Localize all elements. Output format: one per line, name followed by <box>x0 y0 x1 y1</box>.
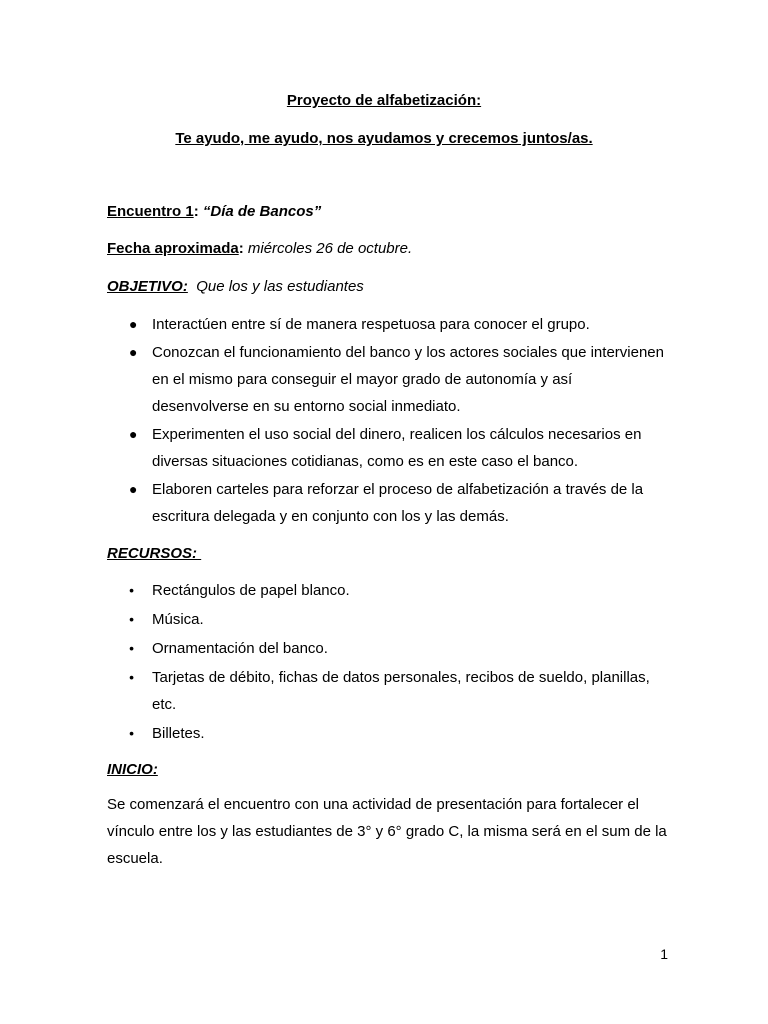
list-item: ● Conozcan el funcionamiento del banco y los actores sociales que intervienen en el mismo para conseguir el mayor grado de autonomía y así desenvolverse en su entorno social inmediato. <box>107 339 667 420</box>
document-title: Proyecto de alfabetización: <box>286 92 482 109</box>
bullet-icon: ● <box>129 316 138 332</box>
bullet-icon: • <box>129 582 134 598</box>
list-item: • Música. <box>107 606 667 633</box>
bullet-icon: • <box>129 669 134 685</box>
list-item: • Ornamentación del banco. <box>107 635 667 662</box>
bullet-icon: ● <box>129 344 138 360</box>
recursos-line <box>107 545 667 562</box>
objetivo-list <box>107 311 667 531</box>
bullet-icon: • <box>129 725 134 741</box>
inicio-label: INICIO: <box>107 761 158 778</box>
inicio-paragraph: Se comenzará el encuentro con una actividad de presentación para fortalecer el vínculo entre los y las estudiantes de 3° y 6° grado C, la misma será en el sum de la escuela. <box>107 796 667 867</box>
fecha-line <box>107 240 667 257</box>
bullet-icon: ● <box>129 481 138 497</box>
fecha-value: miércoles 26 de octubre. <box>247 240 413 257</box>
encuentro-line <box>107 203 667 220</box>
objetivo-line <box>107 278 667 295</box>
fecha-label: Fecha aproximada <box>107 240 239 257</box>
inicio-line <box>107 761 667 778</box>
encuentro-label: Encuentro 1 <box>107 203 194 220</box>
bullet-icon: • <box>129 640 134 656</box>
bullet-icon: ● <box>129 426 138 442</box>
list-item: ● Elaboren carteles para reforzar el proceso de alfabetización a través de la escritura delegada y en conjunto con los y las demás. <box>107 476 667 530</box>
bullet-icon: • <box>129 611 134 627</box>
list-item: • Billetes. <box>107 720 667 747</box>
page-number: 1 <box>660 946 668 962</box>
objetivo-intro: Que los y las estudiantes <box>196 278 364 295</box>
recursos-list <box>107 577 667 747</box>
fecha-sep: : <box>238 240 248 257</box>
objetivo-label: OBJETIVO: <box>107 278 188 295</box>
list-item: • Tarjetas de débito, fichas de datos personales, recibos de sueldo, planillas, etc. <box>107 664 667 718</box>
recursos-label: RECURSOS: <box>107 545 198 562</box>
encuentro-value: “Día de Bancos” <box>202 203 322 220</box>
document-subtitle: Te ayudo, me ayudo, nos ayudamos y crecemos juntos/as. <box>175 130 593 147</box>
encuentro-sep: : <box>193 203 203 220</box>
list-item: ● Interactúen entre sí de manera respetuosa para conocer el grupo. <box>107 311 667 338</box>
list-item: • Rectángulos de papel blanco. <box>107 577 667 604</box>
list-item: ● Experimenten el uso social del dinero, realicen los cálculos necesarios en diversas situaciones cotidianas, como es en este caso el banco. <box>107 421 667 475</box>
